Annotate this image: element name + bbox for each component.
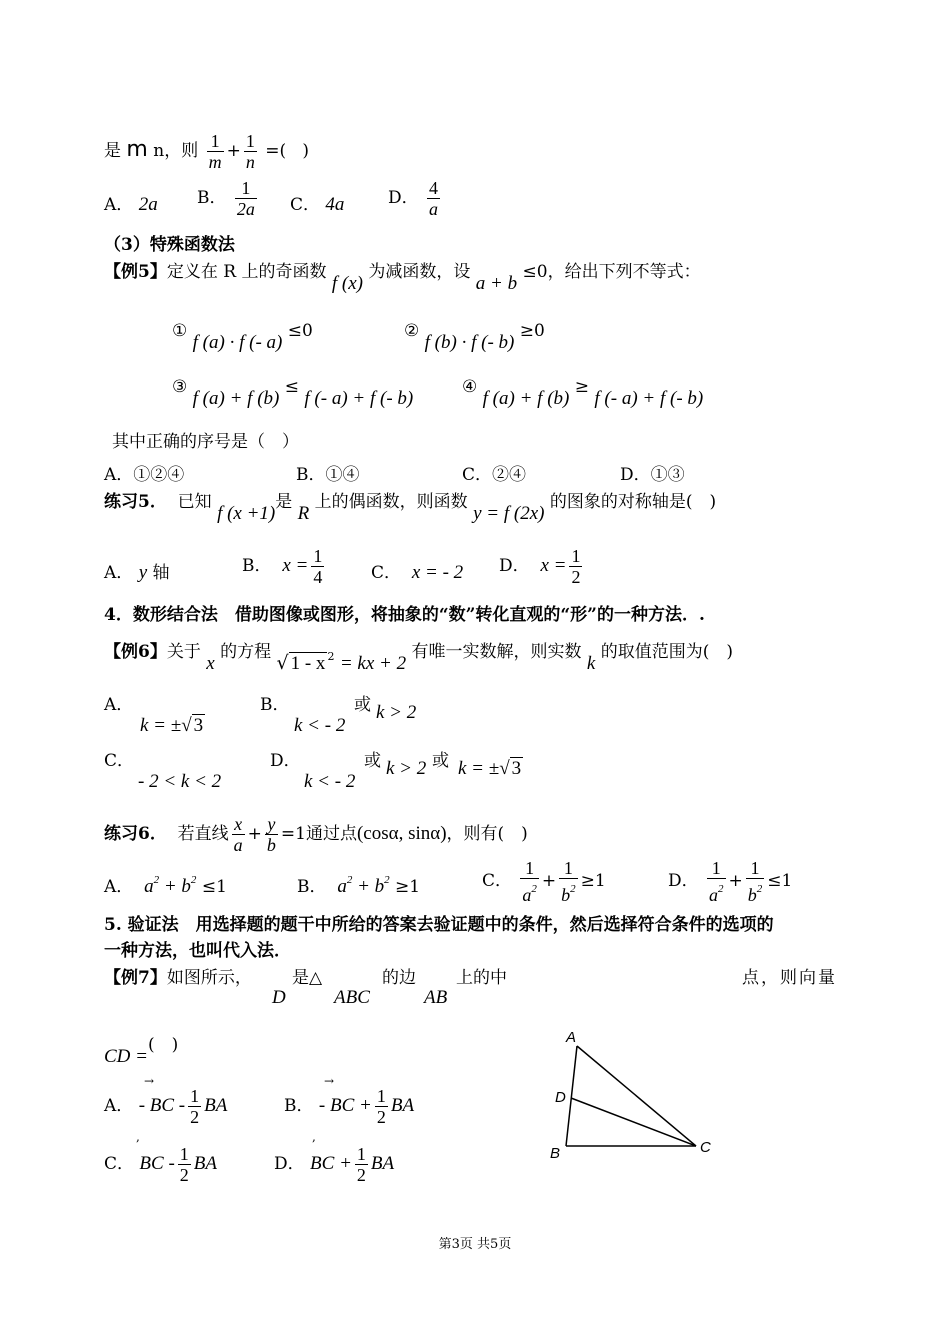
comma-mark: , [136, 1130, 140, 1144]
vector-arrow: → [144, 1074, 155, 1088]
comma-mark: , [312, 1130, 316, 1144]
section-heading-special-function: （3）特殊函数法 [104, 235, 235, 255]
option-a-2a[interactable]: A． 2a [104, 194, 158, 215]
practice-5-option-c[interactable]: C． x = - 2 [371, 562, 464, 583]
option-d-4-over-a[interactable]: D． $\frac{4}{a}$ [388, 178, 439, 219]
practice-6-option-d[interactable]: D． $\frac{1}{a^2}$ + $\frac{1}{b^2}$ ≤1 [668, 858, 793, 905]
median-cd [571, 1098, 696, 1146]
example-6-option-a[interactable]: A． k = ±√ 3 [104, 695, 204, 736]
practice-5-option-d[interactable]: D． x = $\frac{1}{2}$ [499, 546, 581, 587]
triangle-figure [540, 1026, 730, 1166]
inequality-2: ② f (b) · f (- b) ≥0 [404, 321, 545, 353]
practice-6-option-a[interactable]: A． $a^2 + b^2 \le 1$ [104, 874, 227, 897]
question-stem-line: 是 m n，则 $\frac{1}{m}$ + $\frac{1}{n}$ =( ) [104, 131, 310, 172]
section-heading-graphical-method: 4．数形结合法 借助图像或图形，将抽象的“数”转化直观的“形”的一种方法．. [104, 605, 705, 625]
page-footer: 第3页 共5页 [438, 1237, 512, 1252]
vertex-c-label: C [700, 1139, 711, 1156]
inequality-3: ③ f (a) + f (b) ≤ f (- a) + f (- b) [172, 377, 414, 409]
example-6-or-2: 或 [364, 751, 381, 771]
practice-5-option-a[interactable]: A． y 轴 [104, 562, 170, 583]
example-7-option-c[interactable]: C． BC - $\frac{1}{2}$ BA [104, 1144, 217, 1185]
example-6-or-1: 或 [354, 695, 371, 715]
practice-5-stem: 练习5． 已知 f (x +1)是 R 上的偶函数，则函数 y = f (2x) 的图象的对称轴是( ) [104, 492, 717, 524]
example-6-option-c[interactable]: C． - 2 < k < 2 [104, 751, 222, 792]
practice-6-stem: 练习6． 若直线 $\frac{x}{a}$ + $\frac{y}{b}$ =1通过点(cosα, sinα)，则有( ) [104, 814, 528, 855]
practice-5-option-b[interactable]: B． x = $\frac{1}{4}$ [242, 546, 323, 587]
example-7-question: CD =( ) [104, 1035, 179, 1067]
example-5-question: 其中正确的序号是（ ） [112, 432, 299, 452]
example-7-option-a[interactable]: A． - BC - $\frac{1}{2}$ BA [104, 1086, 228, 1127]
vector-arrow: → [324, 1074, 335, 1088]
side-ab [566, 1046, 577, 1146]
example-6-or-3: 或 [432, 751, 449, 771]
example-5-option-b[interactable]: B．①④ [296, 465, 360, 485]
example-6-option-d[interactable]: D． k < - 2 [270, 751, 356, 792]
example-5-stem: 【例5】定义在 R 上的奇函数 f (x) 为减函数，设 a + b ≤0，给出下列不等式： [104, 262, 701, 294]
section-heading-verification-line2: 一种方法，也叫代入法． [104, 941, 291, 961]
example-7-option-d[interactable]: D． BC + $\frac{1}{2}$ BA [274, 1144, 395, 1185]
example-5-option-d[interactable]: D．①③ [620, 465, 685, 485]
example-6-stem: 【例6】关于 x 的方程 √ 1 - x $^2$ = kx + 2 有唯一实数解，则实数 k 的取值范围为( ) [104, 642, 734, 674]
section-heading-verification-line1: 5. 验证法 用选择题的题干中所给的答案去验证题中的条件，然后选择符合条件的选项的 [104, 915, 774, 935]
side-ac [577, 1046, 696, 1146]
practice-6-option-b[interactable]: B． $a^2 + b^2 \ge 1$ [297, 874, 421, 897]
point-d-label: D [555, 1089, 566, 1106]
vertex-b-label: B [550, 1145, 561, 1162]
vertex-a-label: A [566, 1029, 577, 1046]
example-6-option-b-part2: k > 2 [376, 702, 417, 723]
practice-6-option-c[interactable]: C． $\frac{1}{a^2}$ + $\frac{1}{b^2}$ ≥1 [482, 858, 606, 905]
example-6-option-d-part2: k > 2 [386, 758, 427, 779]
option-c-4a[interactable]: C． 4a [290, 194, 345, 215]
inequality-4: ④ f (a) + f (b) ≥ f (- a) + f (- b) [462, 377, 704, 409]
fraction-1-over-n: $\frac{1}{n}$ [245, 131, 255, 172]
fraction-1-over-m: $\frac{1}{m}$ [208, 131, 222, 172]
inequality-1: ① f (a) · f (- a) ≤0 [172, 321, 313, 353]
example-6-option-d-part3: k = ±√ 3 [458, 758, 522, 779]
example-6-option-b[interactable]: B． k < - 2 [260, 695, 346, 736]
example-5-option-c[interactable]: C．②④ [462, 465, 527, 485]
option-b-1-over-2a[interactable]: B． $\frac{1}{2a}$ [197, 178, 255, 219]
example-7-stem: 【例7】如图所示， D 是△ ABC 的边 AB 上的中 点，则向量 [104, 968, 837, 1008]
example-5-option-a[interactable]: A．①②④ [104, 465, 185, 485]
example-7-option-b[interactable]: B． - BC + $\frac{1}{2}$ BA [284, 1086, 415, 1127]
